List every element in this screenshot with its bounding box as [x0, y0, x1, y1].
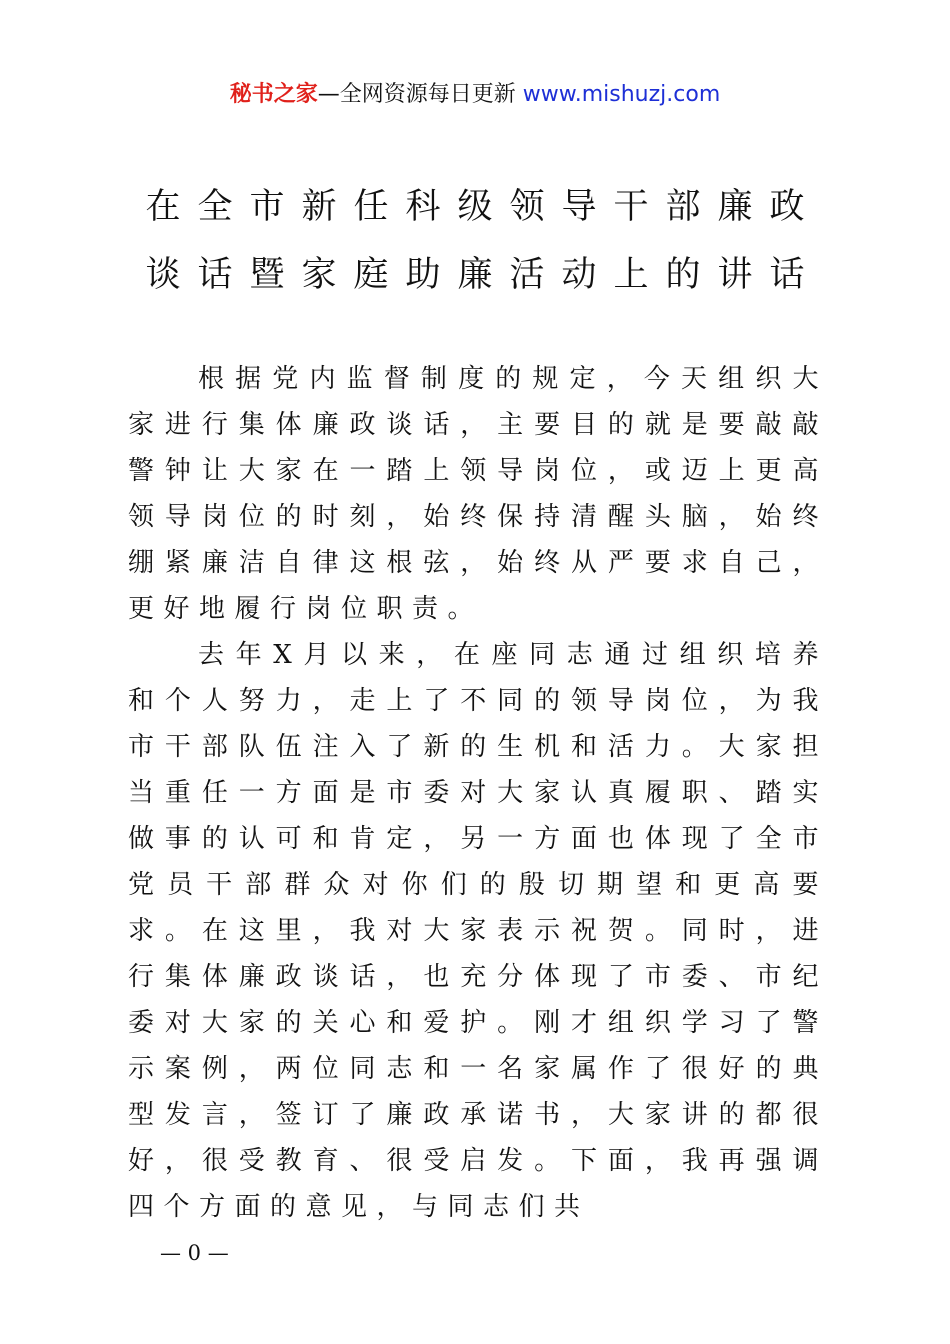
site-header — [0, 80, 950, 110]
brand-name: 秘书之家 — [229, 82, 318, 107]
header-slogan: —全网资源每日更新 — [317, 82, 516, 107]
body-paragraph-2: 去年X月以来，在座同志通过组织培养和个人努力，走上了不同的领导岗位，为我市干部队伍注入了新的生机和活力。大家担当重任一方面是市委对大家认真履职、踏实做事的认可和肯定，另一方面也体现了全市党员干部群众对你们的殷切期望和更高要求。在这里，我对大家表示祝贺。同时，进行集体廉政谈话，也充分体现了市委、市纪委对大家的关心和爱护。刚才组织学习了警示案例，两位同志和一名家属作了很好的典型发言，签订了廉政承诺书，大家讲的都很好，很受教育、很受启发。下面，我再强调四个方面的意见，与同志们共 — [128, 640, 828, 1222]
page-number: — 0 — — [160, 1241, 229, 1265]
document-title-line-2: 谈话暨家庭助廉活动上的讲话 — [145, 255, 822, 295]
document-body — [128, 356, 828, 1230]
body-paragraph-1: 根据党内监督制度的规定，今天组织大家进行集体廉政谈话，主要目的就是要敲敲警钟让大家在一踏上领导岗位，或迈上更高领导岗位的时刻，始终保持清醒头脑，始终绷紧廉洁自律这根弦，始终从严要求自己，更好地履行岗位职责。 — [128, 364, 828, 624]
document-title-line-1: 在全市新任科级领导干部廉政 — [145, 187, 822, 227]
site-url-link[interactable]: www.mishuzj.com — [522, 82, 721, 107]
